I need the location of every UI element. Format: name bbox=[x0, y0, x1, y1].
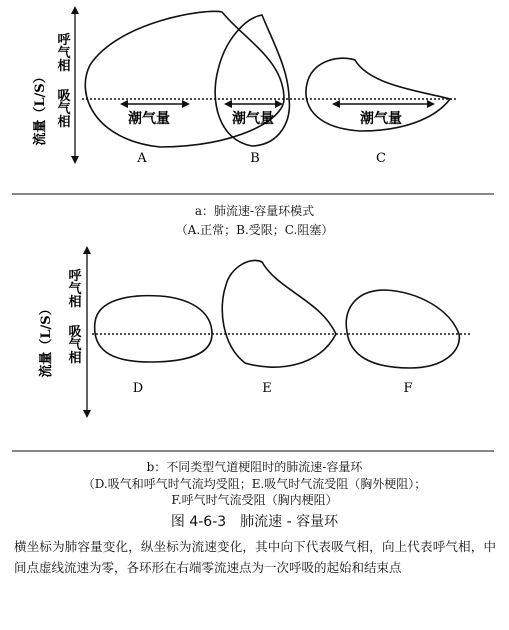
loop-letter-f: F bbox=[403, 381, 413, 396]
expiratory-label-a: 呼气相 bbox=[54, 32, 70, 72]
y-axis-label-b: 流量（L/S） bbox=[39, 302, 54, 378]
loop-letter-c: C bbox=[376, 151, 386, 166]
caption-b-line1: b：不同类型气道梗阻时的肺流速-容量环 bbox=[146, 460, 363, 474]
loop-letter-b: B bbox=[250, 151, 260, 166]
expiratory-label-b: 呼气相 bbox=[65, 268, 81, 308]
panel-a bbox=[32, 10, 456, 166]
tidal-label-a: 潮气量 bbox=[128, 111, 170, 127]
caption-b-line3: F.呼气时气流受阻（胸内梗阻） bbox=[171, 493, 338, 507]
tidal-label-c: 潮气量 bbox=[360, 111, 402, 127]
caption-b-line2: （D.吸气和呼气时气流均受阻；E.吸气时气流受阻（胸外梗阻）； bbox=[82, 477, 427, 491]
panel-b bbox=[38, 250, 470, 414]
caption-a-line2: （A.正常；B.受限；C.阻塞） bbox=[175, 223, 334, 237]
caption-a-line1: a：肺流速-容量环模式 bbox=[194, 204, 315, 218]
tidal-label-b: 潮气量 bbox=[232, 111, 274, 127]
loop-f bbox=[346, 290, 459, 368]
loop-letter-a: A bbox=[137, 151, 147, 166]
inspiratory-label-b: 吸气相 bbox=[65, 324, 81, 364]
loop-letter-d: D bbox=[132, 381, 144, 396]
loop-e bbox=[222, 260, 336, 367]
inspiratory-label-a: 吸气相 bbox=[54, 88, 70, 128]
y-axis-label-a: 流量（L/S） bbox=[33, 70, 48, 146]
loop-d bbox=[95, 296, 212, 362]
figure-title: 图 4-6-3 肺流速 - 容量环 bbox=[170, 514, 339, 530]
loop-letter-e: E bbox=[262, 381, 272, 396]
figure-note: 横坐标为肺容量变化，纵坐标为流速变化，其中向下代表吸气相，向上代表呼气相，中间点虚线流速为零，各环形在右端零流速点为一次呼吸的起始和结束点 bbox=[14, 539, 496, 575]
